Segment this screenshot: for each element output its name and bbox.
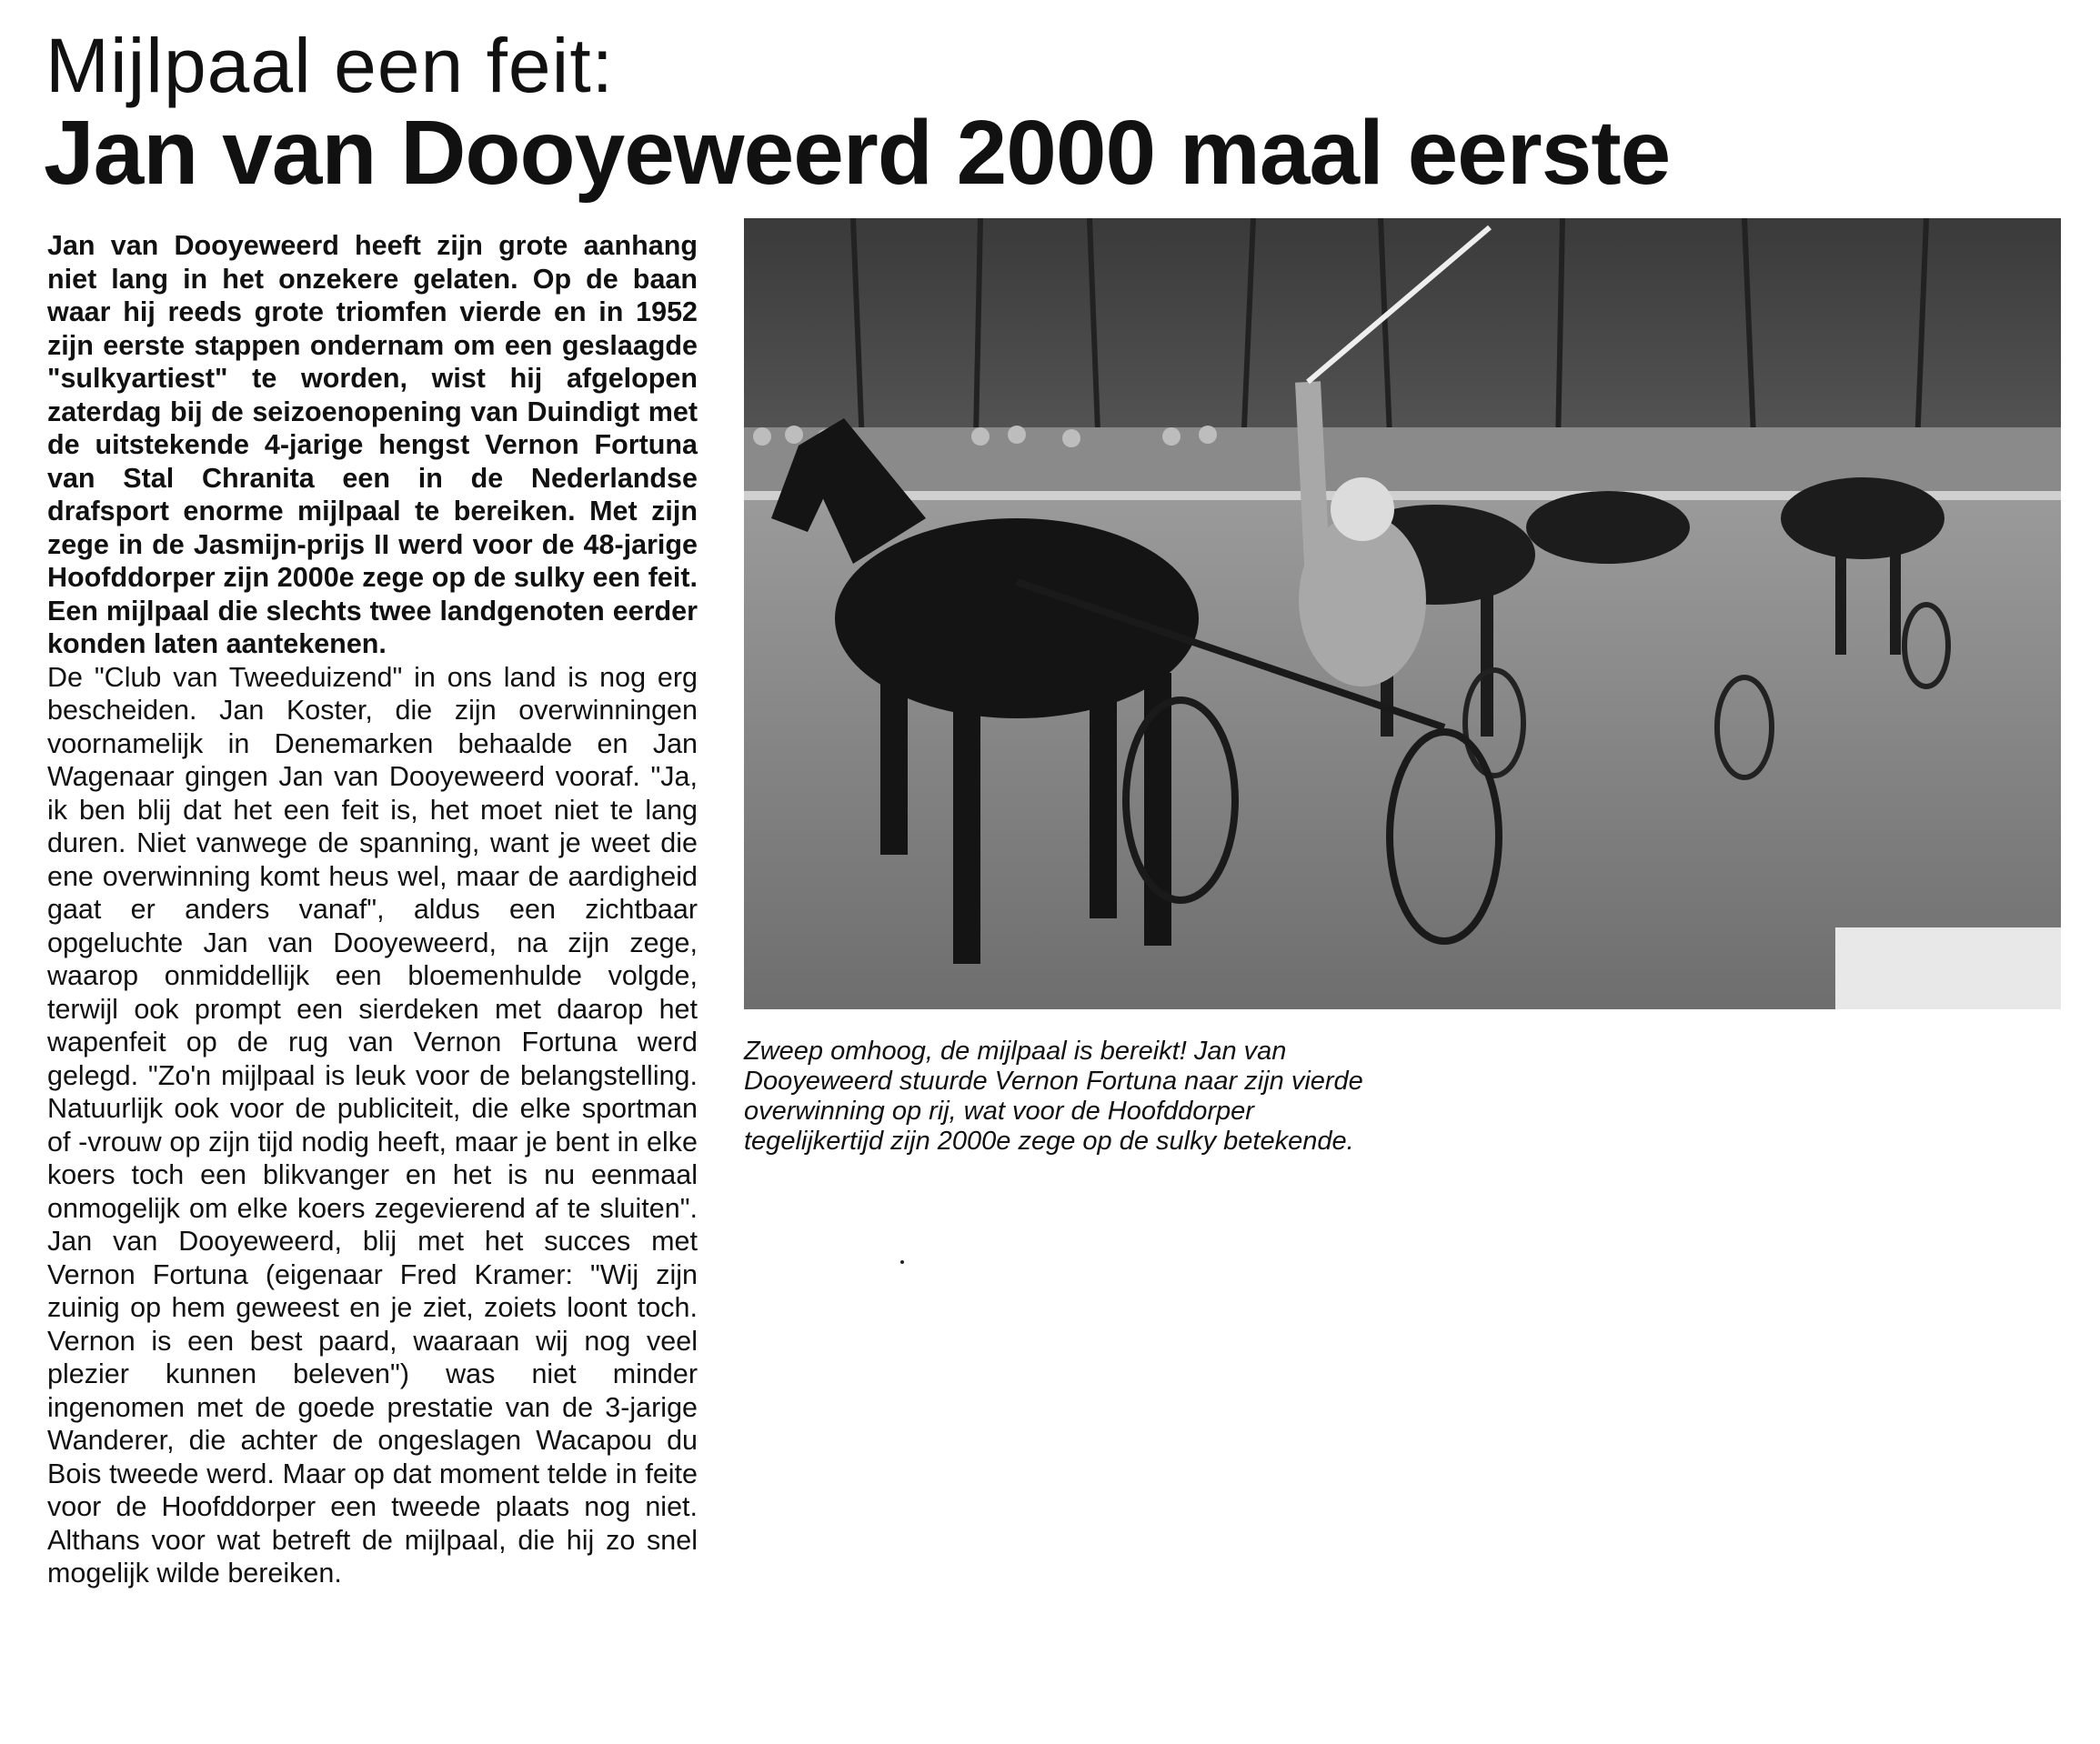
article-lead-paragraph: Jan van Dooyeweerd heeft zijn grote aanhang niet lang in het onzekere gelaten. Op de baan waar hij reeds grote triomfen vierde en in 1952 zijn eerste stappen ondernam om een geslaagde "sulkyartiest" te worden, wist hij afgelopen zaterdag bij de seizoenopening van Duindigt met de uitstekende 4-jarige hengst Vernon Fortuna van Stal Chranita een in de Nederlandse drafsport enorme mijlpaal te bereiken. Met zijn zege in de Jasmijn-prijs II werd voor de 48-jarige Hoofddorper zijn 2000e zege op de sulky een feit. Een mijlpaal die slechts twee landgenoten eerder konden laten aantekenen. — [47, 230, 698, 659]
print-speck — [900, 1260, 904, 1264]
article-kicker: Mijlpaal een feit: — [45, 23, 614, 108]
article-body-column — [47, 229, 698, 1590]
finish-board — [1835, 927, 2061, 1009]
article-body-paragraph: De "Club van Tweeduizend" in ons land is nog erg bescheiden. Jan Koster, die zijn overwinningen voornamelijk in Denemarken behaalde en Jan Wagenaar gingen Jan van Dooyeweerd vooraf. "Ja, ik ben blij dat het een feit is, het moet niet te lang duren. Niet vanwege de spanning, want je weet die ene overwinning komt heus wel, maar de aardigheid gaat er anders vanaf", aldus een zichtbaar opgeluchte Jan van Dooyeweerd, na zijn zege, waarop onmiddellijk een bloemenhulde volgde, terwijl ook prompt een sierdeken met daarop het wapenfeit op de rug van Vernon Fortuna werd gelegd. "Zo'n mijlpaal is leuk voor de belangstelling. Natuurlijk ook voor de publiciteit, die elke sportman of -vrouw op zijn tijd nodig heeft, maar je bent in elke koers toch een blikvanger en het is nu eenmaal onmogelijk om elke koers zegevierend af te sluiten". Jan van Dooyeweerd, blij met het succes met Vernon Fortuna (eigenaar Fred Kramer: "Wij zijn zuinig op hem geweest en je ziet, zoiets loont toch. Vernon is een best paard, waaraan wij nog veel plezier kunnen beleven") was niet minder ingenomen met de goede prestatie van de 3-jarige Wanderer, die achter de ongeslagen Wacapou du Bois tweede werd. Maar op dat moment telde in feite voor de Hoofddorper een tweede plaats nog niet. Althans voor wat betreft de mijlpaal, die hij zo snel mogelijk wilde bereiken. — [47, 661, 698, 1589]
article-headline: Jan van Dooyeweerd 2000 maal eerste — [44, 102, 1671, 204]
photo-caption: Zweep omhoog, de mijlpaal is bereikt! Jan van Dooyeweerd stuurde Vernon Fortuna naar zijn vierde overwinning op rij, wat voor de Hoofddorper tegelijkertijd zijn 2000e zege op de sulky betekende. — [744, 1037, 1363, 1156]
harness-race-photo — [744, 218, 2061, 1009]
harness-race-illustration — [744, 218, 2061, 1009]
